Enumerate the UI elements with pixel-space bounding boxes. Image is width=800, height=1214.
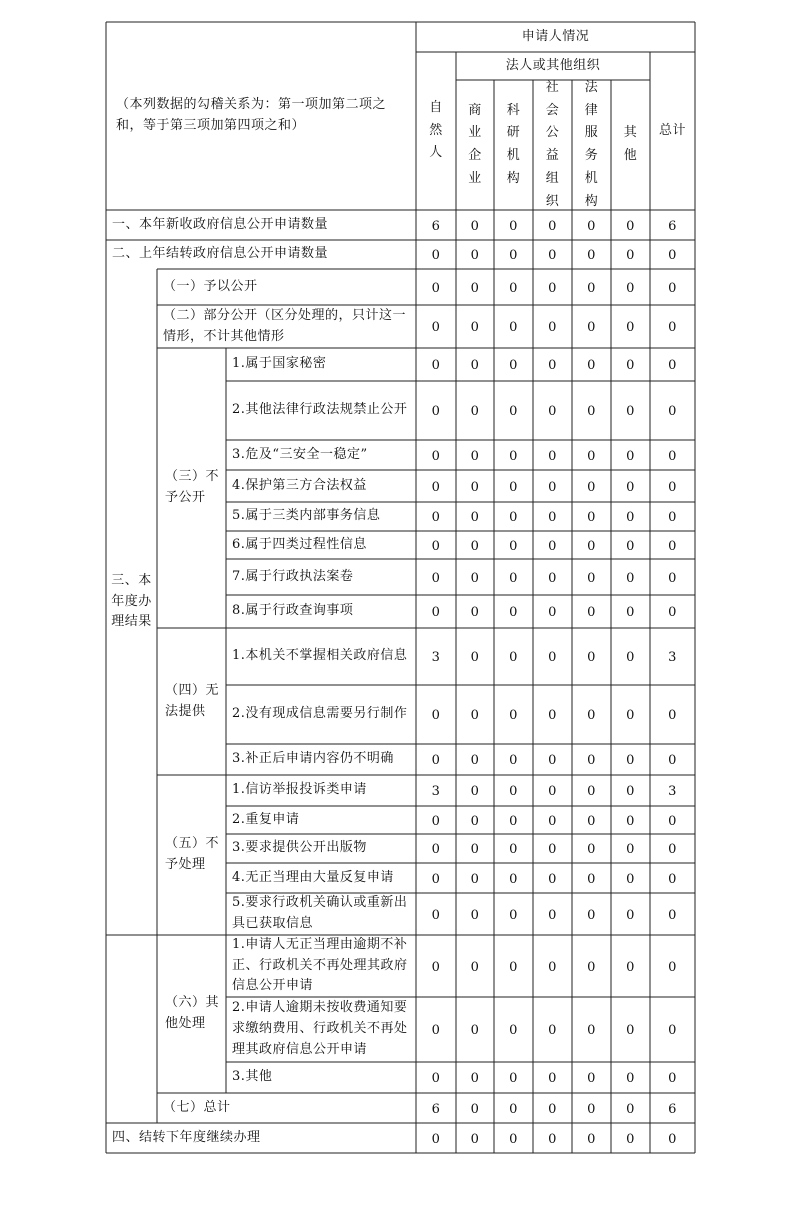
value-cell: 0 — [431, 959, 441, 975]
value-cell: 0 — [668, 320, 677, 336]
row-label: 5.要求行政机关确认或重新出具已获取信息 — [232, 895, 408, 931]
value-cell: 0 — [548, 248, 557, 264]
value-cell: 0 — [470, 842, 480, 858]
row-label: 2.其他法律行政法规禁止公开 — [232, 402, 408, 418]
column-header-3-text: 社会公益组织 — [545, 79, 560, 209]
value-cell: 0 — [668, 959, 677, 975]
group-label: （三）不予公开 — [165, 469, 220, 505]
row-label: （一）予以公开 — [163, 278, 258, 294]
value-cell: 3 — [668, 784, 677, 800]
value-cell: 0 — [431, 479, 441, 495]
value-cell: 0 — [509, 510, 518, 526]
value-cell: 0 — [587, 650, 596, 666]
legal-persons-header: 法人或其他组织 — [505, 57, 601, 73]
value-cell: 0 — [587, 280, 596, 296]
column-header-6: 总计 — [658, 122, 686, 138]
value-cell: 0 — [509, 842, 518, 858]
value-cell: 0 — [509, 1023, 518, 1039]
value-cell: 0 — [668, 813, 677, 829]
value-cell: 0 — [626, 358, 635, 374]
row-label: 8.属于行政查询事项 — [232, 603, 354, 619]
value-cell: 0 — [668, 1071, 677, 1087]
group-label: （五）不予处理 — [165, 836, 220, 872]
value-cell: 0 — [587, 570, 596, 586]
value-cell: 0 — [668, 753, 677, 769]
value-cell: 0 — [548, 784, 557, 800]
value-cell: 0 — [431, 1131, 441, 1147]
value-cell: 0 — [470, 1101, 480, 1117]
value-cell: 0 — [548, 538, 557, 554]
row-label: 4.保护第三方合法权益 — [232, 477, 367, 493]
row-label: 7.属于行政执法案卷 — [232, 568, 354, 584]
row-label: 一、本年新收政府信息公开申请数量 — [112, 216, 329, 232]
value-cell: 0 — [626, 708, 635, 724]
value-cell: 0 — [470, 605, 480, 621]
value-cell: 0 — [587, 448, 596, 464]
value-cell: 0 — [431, 404, 441, 420]
value-cell: 0 — [626, 650, 635, 666]
row-label: 3.危及“三安全一稳定” — [232, 446, 368, 462]
value-cell: 0 — [470, 248, 480, 264]
row-label: 3.要求提供公开出版物 — [232, 840, 367, 856]
row-label: 4.无正当理由大量反复申请 — [232, 869, 394, 885]
value-cell: 0 — [509, 248, 518, 264]
value-cell: 0 — [470, 784, 480, 800]
value-cell: 0 — [470, 753, 480, 769]
value-cell: 0 — [668, 570, 677, 586]
value-cell: 0 — [509, 218, 518, 234]
value-cell: 0 — [587, 784, 596, 800]
value-cell: 0 — [509, 448, 518, 464]
value-cell: 3 — [668, 650, 677, 666]
value-cell: 0 — [668, 842, 677, 858]
column-header-5-text: 其他 — [623, 125, 638, 163]
value-cell: 0 — [626, 1131, 635, 1147]
value-cell: 0 — [548, 1131, 557, 1147]
value-cell: 0 — [626, 248, 635, 264]
value-cell: 0 — [548, 753, 557, 769]
column-header-2 — [494, 80, 533, 210]
value-cell: 0 — [470, 907, 480, 923]
value-cell: 0 — [587, 907, 596, 923]
value-cell: 0 — [509, 1071, 518, 1087]
value-cell: 0 — [548, 479, 557, 495]
value-cell: 0 — [470, 358, 480, 374]
value-cell: 0 — [587, 1101, 596, 1117]
value-cell: 0 — [587, 842, 596, 858]
value-cell: 0 — [509, 1131, 518, 1147]
value-cell: 6 — [668, 1101, 677, 1117]
value-cell: 0 — [470, 959, 480, 975]
value-cell: 0 — [587, 813, 596, 829]
value-cell: 0 — [668, 1023, 677, 1039]
value-cell: 0 — [668, 510, 677, 526]
value-cell: 0 — [431, 320, 441, 336]
applicant-status-header: 申请人情况 — [521, 28, 590, 44]
value-cell: 0 — [470, 510, 480, 526]
value-cell: 0 — [431, 753, 441, 769]
value-cell: 0 — [431, 842, 441, 858]
value-cell: 0 — [626, 320, 635, 336]
value-cell: 0 — [587, 320, 596, 336]
value-cell: 0 — [431, 248, 441, 264]
value-cell: 0 — [509, 605, 518, 621]
value-cell: 0 — [548, 358, 557, 374]
value-cell: 0 — [668, 248, 677, 264]
value-cell: 0 — [509, 871, 518, 887]
value-cell: 0 — [548, 842, 557, 858]
value-cell: 0 — [548, 871, 557, 887]
value-cell: 0 — [431, 358, 441, 374]
row-label: 二、上年结转政府信息公开申请数量 — [112, 246, 329, 262]
value-cell: 0 — [587, 358, 596, 374]
value-cell: 0 — [626, 570, 635, 586]
value-cell: 0 — [431, 538, 441, 554]
value-cell: 0 — [548, 959, 557, 975]
value-cell: 0 — [668, 448, 677, 464]
value-cell: 0 — [668, 280, 677, 296]
value-cell: 0 — [470, 813, 480, 829]
value-cell: 0 — [470, 280, 480, 296]
value-cell: 0 — [470, 218, 480, 234]
column-header-0-text: 自然人 — [429, 99, 443, 161]
header-note: （本列数据的勾稽关系为：第一项加第二项之和，等于第三项加第四项之和） — [116, 97, 387, 133]
value-cell: 6 — [431, 1101, 441, 1117]
column-header-0 — [416, 52, 456, 210]
value-cell: 0 — [626, 842, 635, 858]
value-cell: 0 — [626, 448, 635, 464]
value-cell: 0 — [626, 871, 635, 887]
value-cell: 0 — [668, 871, 677, 887]
value-cell: 6 — [668, 218, 677, 234]
value-cell: 0 — [587, 404, 596, 420]
value-cell: 0 — [626, 1071, 635, 1087]
value-cell: 0 — [470, 448, 480, 464]
value-cell: 0 — [509, 813, 518, 829]
value-cell: 0 — [626, 538, 635, 554]
column-header-5 — [611, 80, 650, 210]
value-cell: 0 — [626, 753, 635, 769]
value-cell: 0 — [668, 538, 677, 554]
value-cell: 0 — [587, 959, 596, 975]
value-cell: 0 — [431, 907, 441, 923]
value-cell: 0 — [509, 358, 518, 374]
row-label: （七）总计 — [163, 1099, 231, 1115]
value-cell: 0 — [470, 1023, 480, 1039]
value-cell: 0 — [431, 570, 441, 586]
value-cell: 0 — [548, 907, 557, 923]
group-label: （四）无法提供 — [165, 682, 220, 719]
value-cell: 0 — [470, 538, 480, 554]
value-cell: 0 — [548, 280, 557, 296]
value-cell: 0 — [626, 404, 635, 420]
value-cell: 0 — [548, 404, 557, 420]
value-cell: 0 — [431, 1023, 441, 1039]
value-cell: 0 — [509, 784, 518, 800]
row-label: 6.属于四类过程性信息 — [232, 536, 367, 552]
value-cell: 0 — [587, 871, 596, 887]
value-cell: 0 — [470, 404, 480, 420]
value-cell: 0 — [626, 813, 635, 829]
row-label: （二）部分公开（区分处理的，只计这一情形，不计其他情形 — [163, 307, 407, 344]
value-cell: 3 — [431, 784, 441, 800]
value-cell: 0 — [548, 510, 557, 526]
value-cell: 0 — [431, 448, 441, 464]
value-cell: 0 — [548, 1071, 557, 1087]
value-cell: 0 — [668, 358, 677, 374]
value-cell: 0 — [509, 320, 518, 336]
row-label: 四、结转下年度继续办理 — [112, 1129, 261, 1145]
value-cell: 0 — [431, 871, 441, 887]
section3-label: 三、本年度办理结果 — [111, 572, 152, 630]
value-cell: 0 — [587, 708, 596, 724]
row-label: 2.没有现成信息需要另行制作 — [232, 706, 408, 722]
value-cell: 0 — [548, 813, 557, 829]
value-cell: 0 — [587, 753, 596, 769]
value-cell: 0 — [587, 218, 596, 234]
value-cell: 0 — [668, 708, 677, 724]
row-label: 5.属于三类内部事务信息 — [232, 508, 381, 524]
value-cell: 0 — [626, 479, 635, 495]
value-cell: 0 — [548, 605, 557, 621]
value-cell: 0 — [587, 1071, 596, 1087]
value-cell: 0 — [470, 650, 480, 666]
value-cell: 0 — [626, 605, 635, 621]
value-cell: 0 — [668, 404, 677, 420]
value-cell: 0 — [548, 320, 557, 336]
value-cell: 0 — [509, 708, 518, 724]
value-cell: 0 — [431, 813, 441, 829]
value-cell: 0 — [509, 959, 518, 975]
row-label: 1.申请人无正当理由逾期不补正、行政机关不再处理其政府信息公开申请 — [232, 936, 408, 994]
value-cell: 0 — [626, 907, 635, 923]
value-cell: 0 — [587, 479, 596, 495]
value-cell: 3 — [431, 650, 441, 666]
column-header-1 — [456, 80, 494, 210]
value-cell: 0 — [548, 650, 557, 666]
group-label: （六）其他处理 — [165, 995, 220, 1031]
column-header-2-text: 科研机构 — [506, 102, 521, 186]
value-cell: 0 — [668, 605, 677, 621]
value-cell: 0 — [509, 907, 518, 923]
value-cell: 0 — [509, 538, 518, 554]
value-cell: 0 — [509, 280, 518, 296]
value-cell: 0 — [509, 753, 518, 769]
value-cell: 0 — [587, 1131, 596, 1147]
value-cell: 0 — [470, 708, 480, 724]
value-cell: 0 — [587, 605, 596, 621]
value-cell: 0 — [626, 959, 635, 975]
value-cell: 0 — [548, 448, 557, 464]
value-cell: 0 — [548, 708, 557, 724]
column-header-4-text: 法律服务机构 — [584, 79, 599, 209]
row-label: 1.属于国家秘密 — [232, 356, 327, 372]
value-cell: 0 — [626, 218, 635, 234]
value-cell: 0 — [587, 1023, 596, 1039]
column-header-4 — [572, 80, 611, 210]
value-cell: 0 — [548, 1101, 557, 1117]
value-cell: 0 — [626, 784, 635, 800]
value-cell: 0 — [509, 1101, 518, 1117]
value-cell: 0 — [470, 479, 480, 495]
value-cell: 0 — [431, 510, 441, 526]
value-cell: 0 — [548, 218, 557, 234]
value-cell: 0 — [509, 479, 518, 495]
value-cell: 0 — [668, 1131, 677, 1147]
value-cell: 0 — [548, 1023, 557, 1039]
row-label: 2.申请人逾期未按收费通知要求缴纳费用、行政机关不再处理其政府信息公开申请 — [232, 1000, 408, 1057]
value-cell: 0 — [626, 1101, 635, 1117]
value-cell: 0 — [470, 1131, 480, 1147]
value-cell: 0 — [470, 871, 480, 887]
column-header-1-text: 商业企业 — [468, 102, 482, 186]
row-label: 3.补正后申请内容仍不明确 — [232, 751, 394, 767]
row-label: 2.重复申请 — [232, 811, 300, 827]
value-cell: 0 — [431, 708, 441, 724]
value-cell: 0 — [509, 570, 518, 586]
value-cell: 0 — [431, 1071, 441, 1087]
value-cell: 0 — [587, 538, 596, 554]
value-cell: 0 — [587, 248, 596, 264]
row-label: 3.其他 — [232, 1069, 273, 1085]
value-cell: 6 — [431, 218, 441, 234]
value-cell: 0 — [668, 479, 677, 495]
value-cell: 0 — [668, 907, 677, 923]
row-label: 1.信访举报投诉类申请 — [232, 782, 367, 798]
value-cell: 0 — [470, 320, 480, 336]
value-cell: 0 — [470, 1071, 480, 1087]
value-cell: 0 — [626, 510, 635, 526]
value-cell: 0 — [431, 280, 441, 296]
value-cell: 0 — [626, 280, 635, 296]
value-cell: 0 — [587, 510, 596, 526]
row-label: 1.本机关不掌握相关政府信息 — [232, 648, 408, 664]
value-cell: 0 — [509, 404, 518, 420]
value-cell: 0 — [626, 1023, 635, 1039]
value-cell: 0 — [509, 650, 518, 666]
value-cell: 0 — [431, 605, 441, 621]
value-cell: 0 — [470, 570, 480, 586]
column-header-3 — [533, 80, 572, 210]
value-cell: 0 — [548, 570, 557, 586]
